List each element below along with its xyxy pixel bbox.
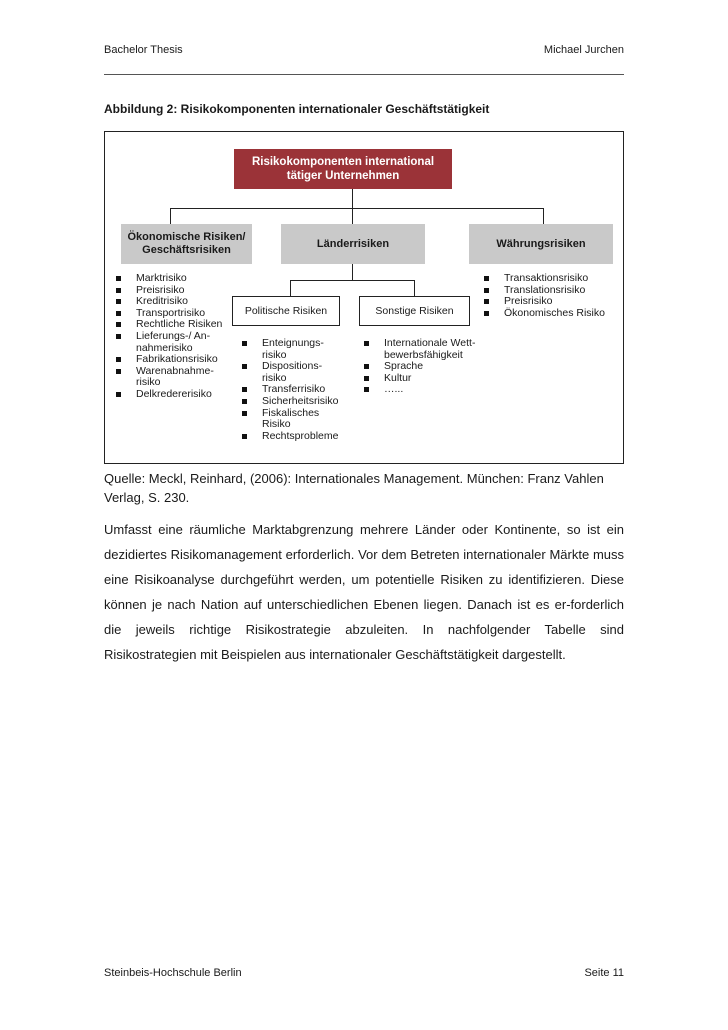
list-item: Transportrisiko [136, 308, 236, 320]
connector-political [290, 280, 291, 296]
political-risks-list [262, 338, 346, 442]
connector-other [414, 280, 415, 296]
connector-root [352, 189, 353, 208]
risk-diagram [104, 131, 624, 464]
currency-risks-node: Währungsrisiken [469, 224, 613, 264]
root-node: Risikokomponenten international tätiger Unternehmen [234, 149, 452, 189]
economic-risks-node: Ökonomische Risiken/ Geschäftsrisiken [121, 224, 252, 264]
header-rule [104, 74, 624, 75]
list-item: …... [384, 384, 494, 396]
currency-risks-list [504, 273, 622, 319]
list-item: Delkredererisiko [136, 389, 236, 401]
economic-risks-list [136, 273, 236, 401]
connector-mid-bar [290, 280, 414, 281]
page-number: Seite 11 [584, 967, 624, 979]
list-item: Preisrisiko [504, 296, 622, 308]
list-item: Kreditrisiko [136, 296, 236, 308]
list-item: Translationsrisiko [504, 285, 622, 297]
footer-left: Steinbeis-Hochschule Berlin [104, 967, 242, 979]
list-item: Transaktionsrisiko [504, 273, 622, 285]
list-item: Warenabnahme-risiko [136, 366, 236, 389]
list-item: Rechtsprobleme [262, 431, 346, 443]
list-item: Dispositions-risiko [262, 361, 346, 384]
list-item: Kultur [384, 373, 494, 385]
list-item: Sprache [384, 361, 494, 373]
connector-country [352, 208, 353, 224]
connector-economic [170, 208, 171, 224]
other-risks-list [384, 338, 494, 396]
list-item: Marktrisiko [136, 273, 236, 285]
body-paragraph: Umfasst eine räumliche Marktabgrenzung mehrere Länder oder Kontinente, so ist ein dezidiertes Risikomanagement erforderlich. Vor dem Betreten internationaler Märkte muss eine Risikoanalyse durchgeführt werden, um potentielle Risiken zu identifizieren. Diese können je nach Nation auf unterschiedlichen Ebenen liegen. Danach ist es er-forderlich die jeweils richtige Risikostrategie abzuleiten. In nachfolgender Tabelle sind Risikostrategien mit Beispielen aus internationaler Geschäftstätigkeit dargestellt. [104, 522, 624, 662]
connector-currency [543, 208, 544, 224]
list-item: Sicherheitsrisiko [262, 396, 346, 408]
connector-country-down [352, 264, 353, 280]
list-item: Fabrikationsrisiko [136, 354, 236, 366]
other-risks-node: Sonstige Risiken [359, 296, 470, 326]
list-item: Internationale Wett-bewerbsfähigkeit [384, 338, 494, 361]
connector-top-bar [170, 208, 543, 209]
list-item: Preisrisiko [136, 285, 236, 297]
political-risks-node: Politische Risiken [232, 296, 340, 326]
country-risks-node: Länderrisiken [281, 224, 425, 264]
header-right: Michael Jurchen [543, 44, 624, 56]
list-item: Transferrisiko [262, 384, 346, 396]
list-item: Ökonomisches Risiko [504, 308, 622, 320]
list-item: Enteignungs-risiko [262, 338, 346, 361]
list-item: Lieferungs-/ An-nahmerisiko [136, 331, 236, 354]
list-item: Fiskalisches Risiko [262, 408, 346, 431]
header-left: Bachelor Thesis [104, 44, 183, 56]
list-item: Rechtliche Risiken [136, 319, 236, 331]
figure-source: Quelle: Meckl, Reinhard, (2006): Internationales Management. München: Franz Vahlen Verlag, S. 230. [104, 471, 604, 505]
figure-caption: Abbildung 2: Risikokomponenten internationaler Geschäftstätigkeit [104, 102, 490, 116]
